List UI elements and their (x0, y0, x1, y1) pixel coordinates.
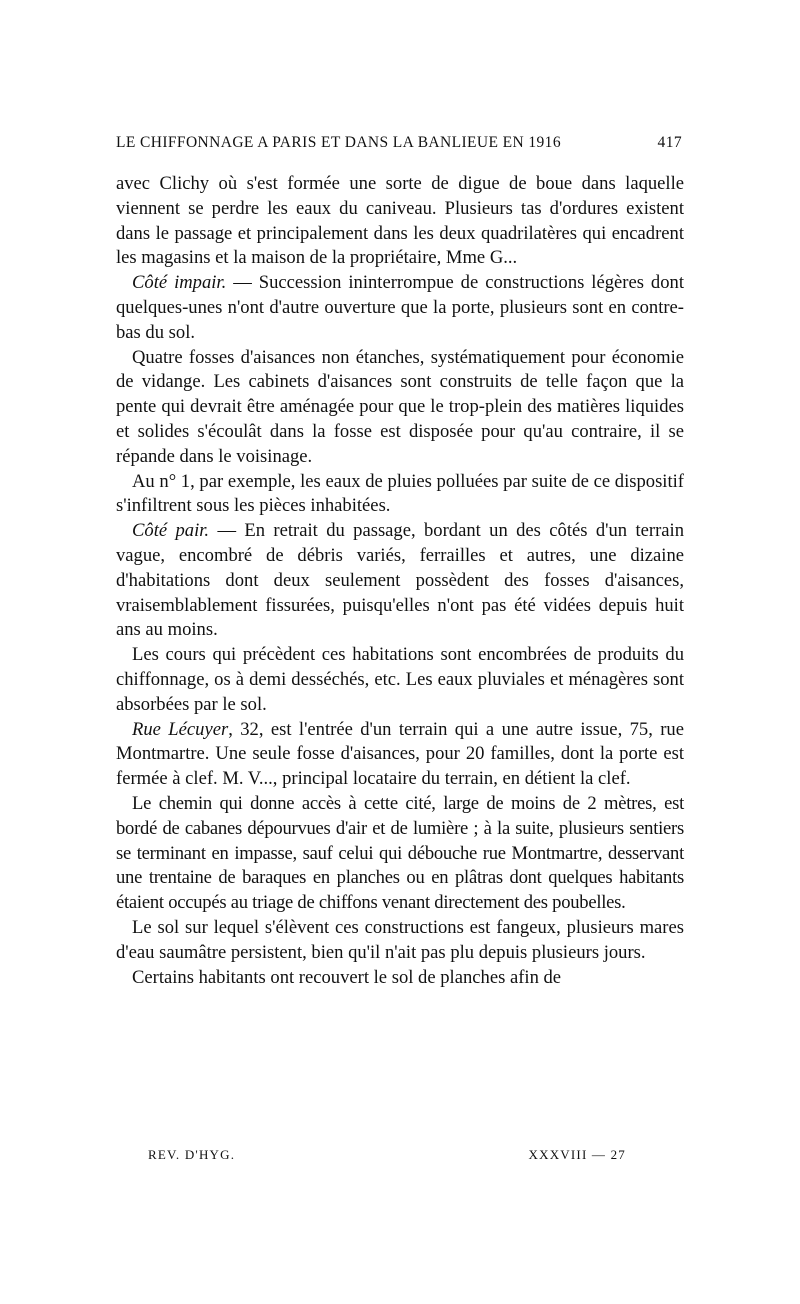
sheet-signature: XXXVIII — 27 (528, 1147, 626, 1162)
paragraph-lead: Côté pair. (132, 520, 210, 542)
paragraph-cours: Les cours qui précèdent ces habitations sont encombrées de produits du chiffonnage, os à demi desséchés, etc. Les eaux pluviales et ménagères sont absorbées par le sol. (116, 644, 684, 715)
running-title: LE CHIFFONNAGE A PARIS ET DANS LA BANLIEUE EN 1916 (116, 134, 561, 151)
page-footer (148, 1147, 626, 1163)
paragraph-cote-pair: Côté pair. — En retrait du passage, bordant un des côtés d'un terrain vague, encombré de débris variés, ferrailles et autres, une dizaine d'habitations dont deux seulement possèdent des fosses d'aisances, vraisemblablement fissurées, puisqu'elles n'ont pas été vidées depuis huit ans au moins. (116, 520, 684, 641)
body-text (116, 172, 684, 990)
paragraph-sol: Le sol sur lequel s'élèvent ces constructions est fangeux, plusieurs mares d'eau saumâtre persistent, bien qu'il n'ait pas plu depuis plusieurs jours. (116, 916, 684, 963)
journal-signature: REV. D'HYG. (148, 1147, 236, 1162)
paragraph-lead: Rue Lécuyer (132, 718, 229, 740)
paragraph-lead: Côté impair. (132, 272, 227, 294)
paragraph-rue-lecuyer: Rue Lécuyer, 32, est l'entrée d'un terrain qui a une autre issue, 75, rue Montmartre. Une seule fosse d'aisances, pour 20 familles, dont la porte est fermée à clef. M. V..., principal locataire du terrain, en détient la clef. (116, 718, 684, 790)
paragraph-cote-impair: Côté impair. — Succession ininterrompue de constructions légères dont quelques-unes n'ont d'autre ouverture que la porte, plusieurs sont en contre-bas du sol. (116, 272, 684, 343)
paragraph-numero-1: Au n° 1, par exemple, les eaux de pluies polluées par suite de ce dispositif s'infiltrent sous les pièces inhabitées. (116, 470, 684, 517)
paragraph-certains: Certains habitants ont recouvert le sol de planches afin de (132, 966, 562, 988)
running-header (116, 134, 682, 152)
paragraph-clichy: avec Clichy où s'est formée une sorte de digue de boue dans laquelle viennent se perdre les eaux du caniveau. Plusieurs tas d'ordures existent dans le passage et principalement dans les deux quadrilatères qui encadrent les magasins et la maison de la propriétaire, Mme G... (116, 173, 684, 269)
page-number: 417 (657, 134, 682, 151)
paragraph-fosses: Quatre fosses d'aisances non étanches, systématiquement pour économie de vidange. Les cabinets d'aisances sont construits de telle façon que la pente qui devrait être aménagée pour que le trop-plein des matières liquides et solides s'écoulât dans la fosse est disposée pour qu'au contraire, il se répande dans le voisinage. (116, 346, 684, 467)
paragraph-chemin: Le chemin qui donne accès à cette cité, large de moins de 2 mètres, est bordé de cabanes dépourvues d'air et de lumière ; à la suite, plusieurs sentiers se terminant en impasse, sauf celui qui débouche rue Montmartre, desservant une trentaine de baraques en planches ou en plâtras dont quelques habitants étaient occupés au triage de chiffons venant directement des poubelles. (116, 792, 684, 914)
